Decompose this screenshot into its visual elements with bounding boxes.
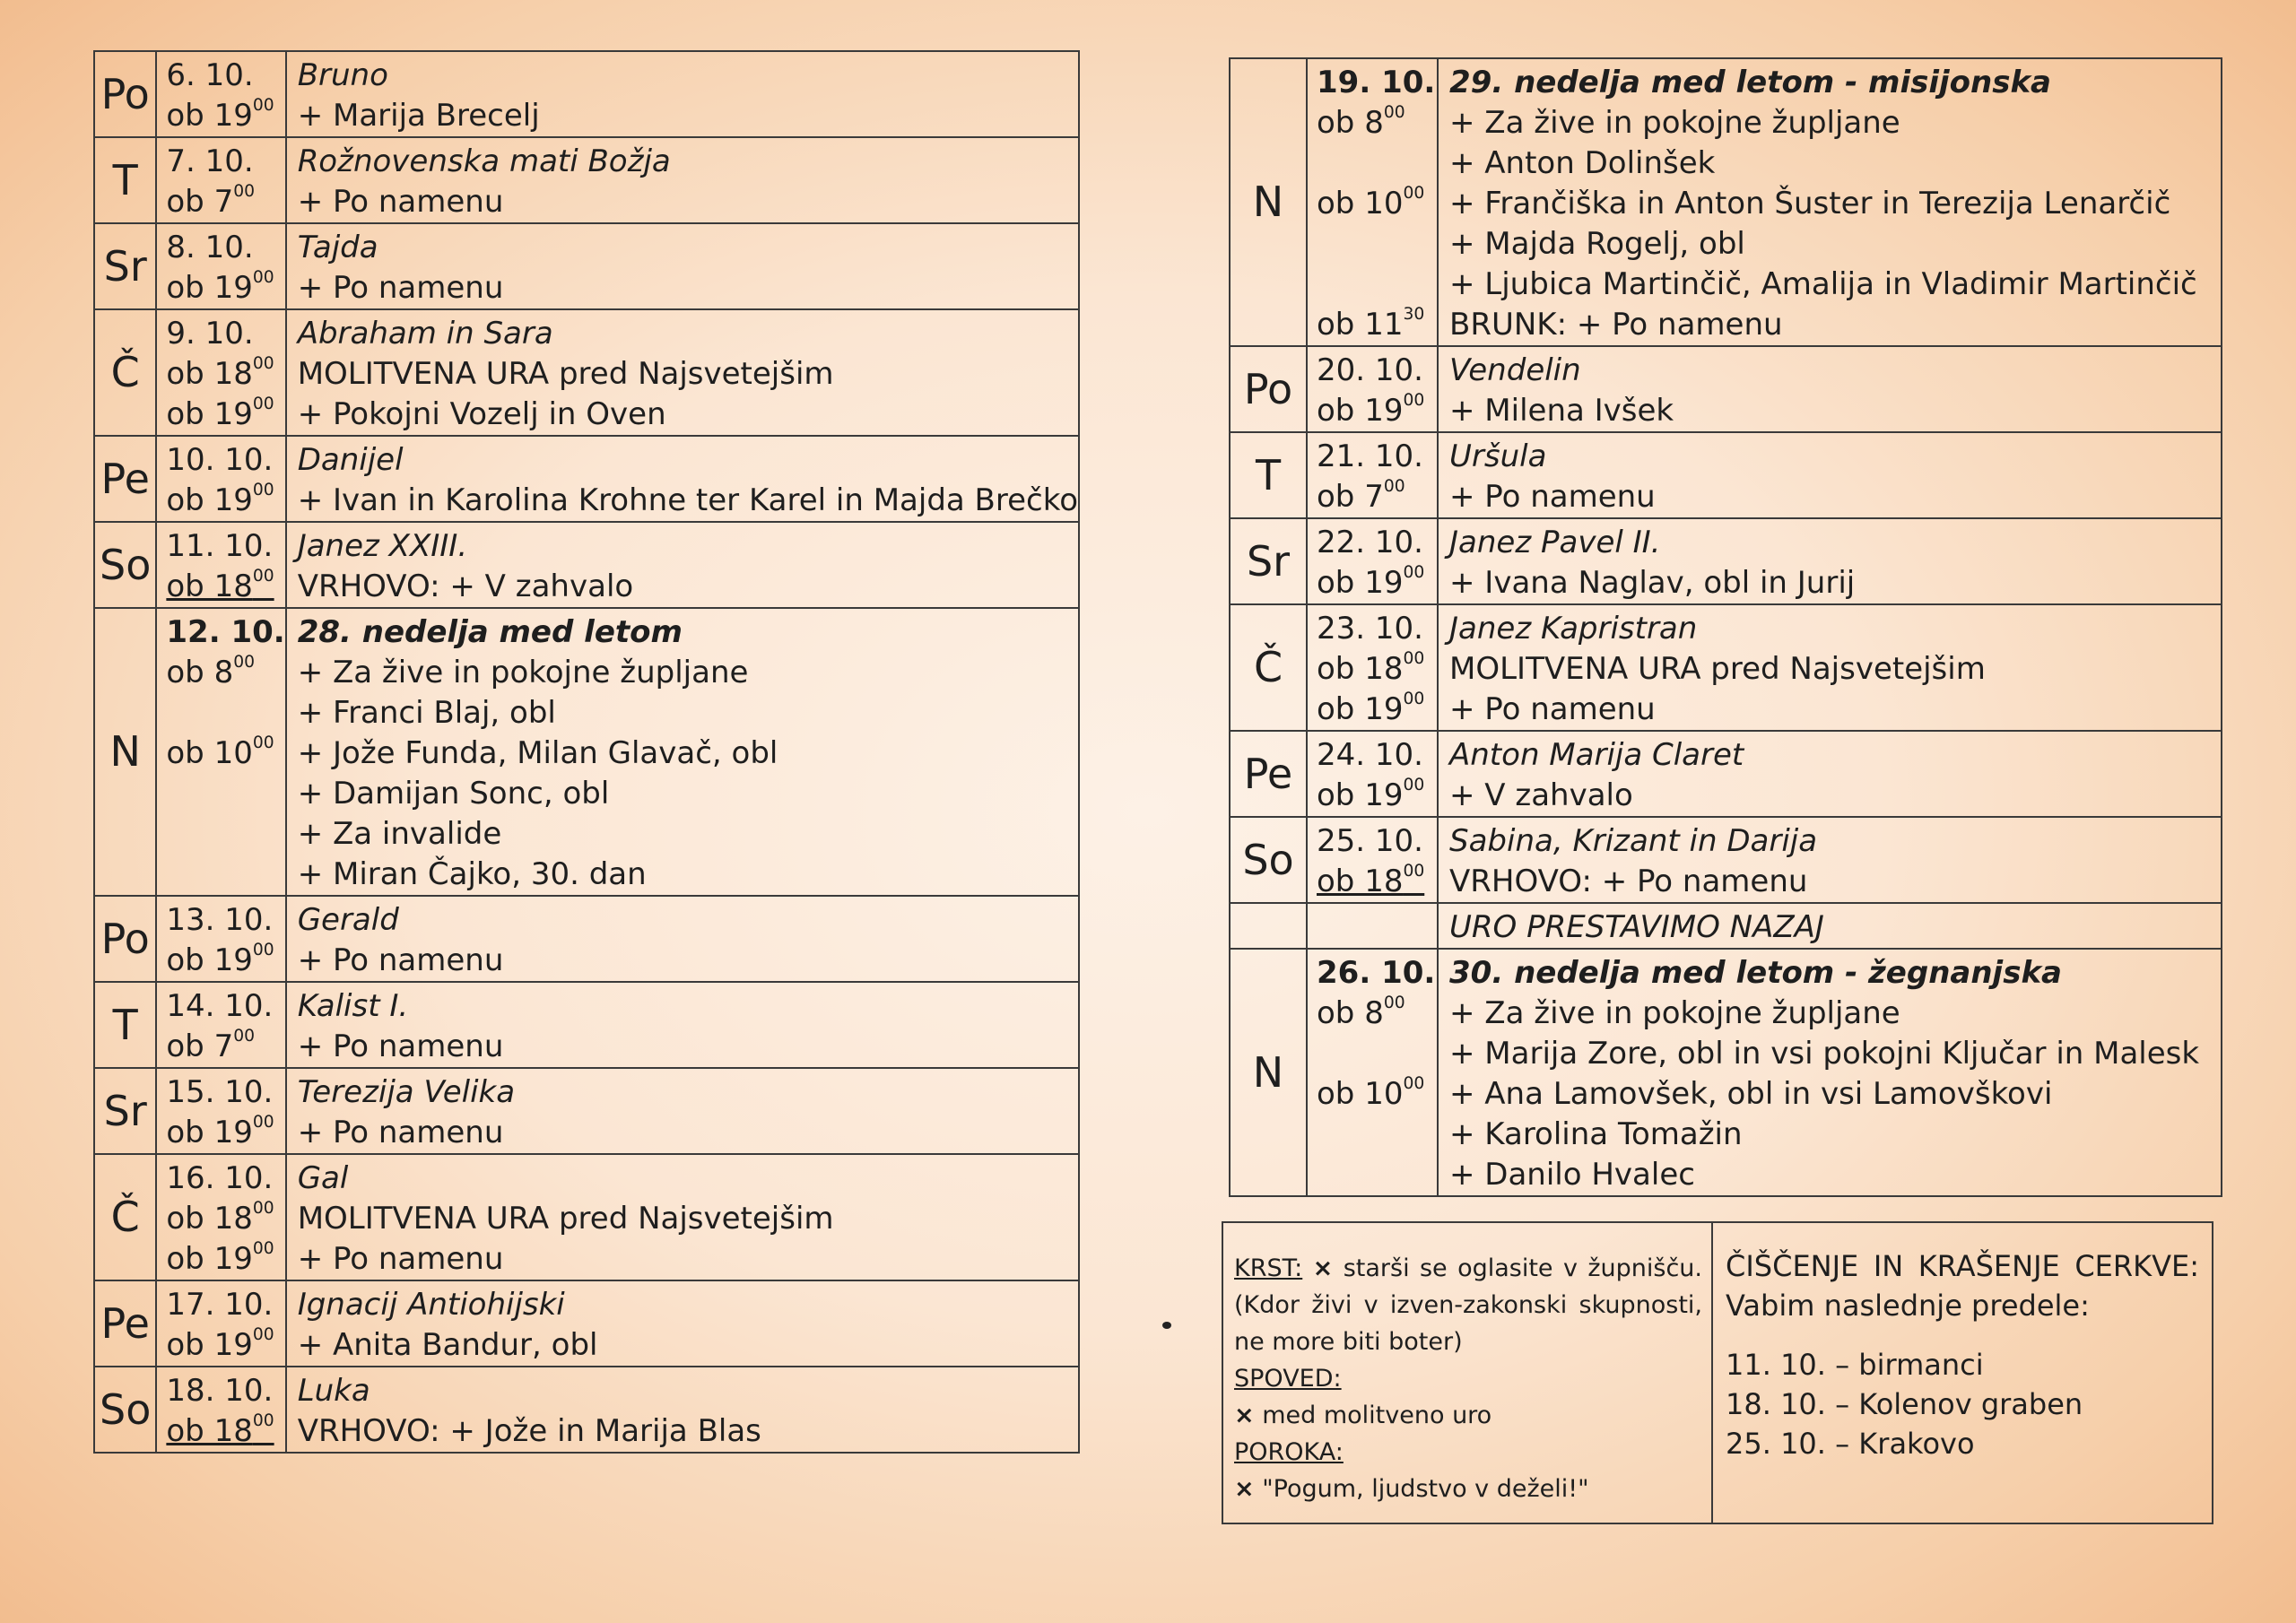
time-minutes: 00 [252, 1113, 274, 1132]
time-hour: ob 19 [1317, 565, 1404, 601]
date-time-cell [1307, 949, 1438, 1196]
time-hour: ob 10 [1317, 1076, 1404, 1112]
saint-name: Janez XXIII. [297, 528, 468, 564]
sunday-title: 30. nedelja med letom - žegnanjska [1449, 955, 2063, 991]
date-time-cell [1307, 817, 1438, 903]
cleaning-item: 25. 10. – Krakovo [1726, 1427, 1975, 1461]
date-label: 13. 10. [166, 902, 274, 938]
time-minutes: 00 [1403, 776, 1425, 794]
spoved-line [1234, 1397, 1702, 1434]
time-minutes: 00 [233, 1027, 255, 1046]
intention-line: + Jože Funda, Milan Glavač, obl [297, 735, 778, 771]
date-time-cell [1307, 731, 1438, 817]
time-minutes: 00 [252, 1325, 274, 1344]
intention-line: + Za invalide [297, 816, 502, 852]
bullet-x-icon: × [1234, 1475, 1255, 1503]
saint-name: Abraham in Sara [297, 316, 553, 352]
time-line [166, 395, 284, 435]
time-minutes: 00 [233, 653, 255, 672]
day-cell: Č [94, 1154, 156, 1280]
time-hour: ob 10 [166, 735, 253, 771]
time-hour: ob 18 [166, 356, 253, 392]
intention-line: + Miran Čajko, 30. dan [297, 856, 647, 892]
time-minutes: 30 [1403, 305, 1425, 324]
day-cell: Č [94, 309, 156, 436]
krst-note-line2: (Kdor živi v izven-zakonski skupnosti, [1234, 1291, 1702, 1319]
date-time-cell [156, 1280, 285, 1367]
day-cell: Po [94, 896, 156, 982]
date-label: 11. 10. [166, 528, 274, 564]
schedule-row [94, 436, 1079, 522]
schedule-row [94, 608, 1079, 896]
spoved-label: SPOVED: [1234, 1365, 1342, 1393]
sunday-title: 28. nedelja med letom [297, 614, 683, 650]
day-cell: T [1230, 432, 1307, 518]
date-label: 16. 10. [166, 1160, 274, 1196]
intention-line: + Ivan in Karolina Krohne ter Karel in Majda Brečko [297, 482, 1078, 518]
intention-line: + Za žive in pokojne župljane [297, 655, 749, 690]
time-minutes: 00 [252, 1199, 274, 1218]
date-time-cell [156, 608, 285, 896]
schedule-row [94, 522, 1079, 608]
intention-line: + Po namenu [297, 1115, 504, 1150]
saint-name: Tajda [297, 230, 378, 265]
intentions-cell [286, 1154, 1079, 1280]
date-time-cell [156, 436, 285, 522]
intention-line: MOLITVENA URA pred Najsvetejšim [1449, 651, 1986, 687]
paper-speck [1162, 1322, 1171, 1329]
intentions-cell [286, 223, 1079, 309]
day-cell: Sr [94, 223, 156, 309]
time-line [1317, 862, 1437, 902]
time-hour: ob 8 [166, 655, 234, 690]
intentions-cell [286, 51, 1079, 137]
intention-line: + Marija Brecelj [297, 98, 540, 134]
intention-line: + Za žive in pokojne župljane [1449, 105, 1900, 141]
schedule-row [1230, 817, 2222, 903]
intention-line: + Ana Lamovšek, obl in vsi Lamovškovi [1449, 1076, 2053, 1112]
schedule-table-right [1229, 57, 2222, 1197]
time-line [1317, 143, 1437, 184]
day-cell: N [1230, 58, 1307, 346]
intention-line: + Danilo Hvalec [1449, 1157, 1695, 1193]
date-time-cell [156, 1154, 285, 1280]
intentions-cell [1438, 903, 2222, 949]
time-line [1317, 103, 1437, 143]
intentions-cell [1438, 432, 2222, 518]
time-line [166, 481, 284, 521]
intentions-cell [1438, 817, 2222, 903]
time-minutes: 00 [252, 733, 274, 752]
saint-name: Anton Marija Claret [1449, 737, 1744, 773]
schedule-body-right [1230, 58, 2222, 1196]
time-line [1317, 776, 1437, 816]
time-line [166, 1113, 284, 1153]
saint-name: Terezija Velika [297, 1074, 516, 1110]
time-minutes: 00 [1403, 563, 1425, 582]
saint-name: Uršula [1449, 438, 1547, 474]
day-cell: N [1230, 949, 1307, 1196]
date-label: 15. 10. [166, 1074, 274, 1110]
time-line [166, 653, 284, 693]
intentions-cell [286, 1068, 1079, 1154]
cleaning-item: 18. 10. – Kolenov graben [1726, 1387, 2083, 1421]
time-hour: ob 19 [1317, 777, 1404, 813]
time-minutes: 00 [1383, 994, 1405, 1012]
time-line [1317, 391, 1437, 431]
date-label: 20. 10. [1317, 352, 1423, 388]
time-line [1317, 563, 1437, 603]
date-time-cell [156, 137, 285, 223]
time-minutes: 00 [1403, 391, 1425, 410]
time-hour: ob 19 [166, 98, 253, 134]
time-line [1317, 994, 1437, 1034]
time-line [1317, 265, 1437, 305]
day-cell: So [1230, 817, 1307, 903]
intentions-cell [286, 982, 1079, 1068]
saint-name: Sabina, Krizant in Darija [1449, 823, 1818, 859]
info-box [1222, 1221, 2213, 1524]
date-time-cell [156, 51, 285, 137]
time-minutes: 00 [1403, 862, 1425, 881]
time-hour: ob 18 [166, 568, 253, 604]
time-minutes: 00 [252, 395, 274, 413]
schedule-row [1230, 731, 2222, 817]
day-cell: T [94, 982, 156, 1068]
time-minutes: 00 [1403, 649, 1425, 668]
time-hour: ob 7 [1317, 479, 1384, 515]
date-time-cell [156, 1068, 285, 1154]
time-line [1317, 184, 1437, 224]
day-cell: Pe [94, 436, 156, 522]
time-line [166, 96, 284, 136]
time-hour: ob 19 [166, 1115, 253, 1150]
time-minutes: 00 [252, 1239, 274, 1258]
schedule-row [94, 223, 1079, 309]
schedule-row [1230, 518, 2222, 604]
intention-line: + Damijan Sonc, obl [297, 776, 610, 812]
time-line [166, 1411, 284, 1452]
intention-line: + Za žive in pokojne župljane [1449, 995, 1900, 1031]
cleaning-item: 11. 10. – birmanci [1726, 1348, 1984, 1382]
time-hour: ob 19 [166, 942, 253, 978]
intention-line: + Po namenu [297, 942, 504, 978]
schedule-body-left [94, 51, 1079, 1453]
time-minutes: 00 [1403, 1074, 1425, 1093]
saint-name: Luka [297, 1373, 370, 1409]
schedule-row [94, 1068, 1079, 1154]
schedule-row [94, 982, 1079, 1068]
schedule-row [94, 1154, 1079, 1280]
date-label: 25. 10. [1317, 823, 1423, 859]
intention-line: + Ivana Naglav, obl in Jurij [1449, 565, 1856, 601]
time-hour: ob 19 [166, 1241, 253, 1277]
bullet-x-icon: × [1234, 1402, 1255, 1429]
intentions-cell [1438, 58, 2222, 346]
time-hour: ob 18 [1317, 864, 1404, 899]
time-line [166, 1027, 284, 1067]
intention-line: + Pokojni Vozelj in Oven [297, 396, 666, 432]
time-minutes: 00 [252, 354, 274, 373]
time-hour: ob 8 [1317, 995, 1384, 1031]
saint-name: Rožnovenska mati Božja [297, 143, 671, 179]
intentions-cell [286, 608, 1079, 896]
saint-name: Danijel [297, 442, 404, 478]
date-label: 14. 10. [166, 988, 274, 1024]
time-hour: ob 19 [166, 270, 253, 306]
day-cell: Sr [94, 1068, 156, 1154]
date-label: 8. 10. [166, 230, 254, 265]
schedule-table-left [93, 50, 1080, 1454]
intention-line: + V zahvalo [1449, 777, 1633, 813]
schedule-row [94, 896, 1079, 982]
day-cell: Pe [94, 1280, 156, 1367]
time-line [1317, 649, 1437, 690]
date-time-cell [1307, 903, 1438, 949]
day-cell: Č [1230, 604, 1307, 731]
intentions-cell [1438, 604, 2222, 731]
saint-name: Gal [297, 1160, 349, 1196]
date-label: 7. 10. [166, 143, 254, 179]
day-cell: N [94, 608, 156, 896]
krst-text: starši se oglasite v župnišču. [1343, 1254, 1702, 1282]
cleaning-title: ČIŠČENJE IN KRAŠENJE CERKVE: [1726, 1249, 2199, 1283]
intention-line: VRHOVO: + V zahvalo [297, 568, 634, 604]
intentions-cell [286, 522, 1079, 608]
intentions-cell [1438, 949, 2222, 1196]
intentions-cell [286, 436, 1079, 522]
time-minutes: 00 [252, 268, 274, 287]
date-time-cell [1307, 518, 1438, 604]
time-minutes: 00 [1403, 184, 1425, 203]
schedule-row [1230, 903, 2222, 949]
time-line [166, 693, 284, 733]
time-line [166, 1239, 284, 1280]
date-time-cell [1307, 604, 1438, 731]
date-label: 17. 10. [166, 1287, 274, 1323]
intention-line: + Franci Blaj, obl [297, 695, 556, 731]
intention-line: + Frančiška in Anton Šuster in Terezija Lenarčič [1449, 186, 2171, 221]
time-line [166, 182, 284, 222]
time-hour: ob 19 [166, 1327, 253, 1363]
saint-name: Janez Kapristran [1449, 611, 1698, 647]
time-hour: ob 19 [166, 396, 253, 432]
intention-line: + Po namenu [1449, 479, 1656, 515]
time-hour: ob 19 [1317, 393, 1404, 429]
poroka-text: "Pogum, ljudstvo v deželi!" [1262, 1475, 1589, 1503]
time-hour: ob 10 [1317, 186, 1404, 221]
day-cell: So [94, 522, 156, 608]
date-time-cell [156, 982, 285, 1068]
schedule-row [1230, 604, 2222, 731]
date-label: 10. 10. [166, 442, 274, 478]
time-line [166, 1199, 284, 1239]
date-label: 22. 10. [1317, 525, 1423, 560]
time-line [1317, 477, 1437, 517]
schedule-row [1230, 949, 2222, 1196]
time-hour: ob 11 [1317, 307, 1404, 343]
date-time-cell [156, 223, 285, 309]
day-cell [1230, 903, 1307, 949]
schedule-row [1230, 432, 2222, 518]
saint-name: Bruno [297, 57, 388, 93]
schedule-row [94, 137, 1079, 223]
intention-line: + Po namenu [1449, 691, 1656, 727]
time-hour: ob 19 [166, 482, 253, 518]
time-line [1317, 690, 1437, 730]
intention-line: + Po namenu [297, 270, 504, 306]
schedule-row [94, 1367, 1079, 1453]
intentions-cell [1438, 346, 2222, 432]
saint-name: Janez Pavel II. [1449, 525, 1661, 560]
time-hour: ob 18 [1317, 651, 1404, 687]
time-line [1317, 305, 1437, 345]
date-time-cell [1307, 58, 1438, 346]
cleaning-subtitle: Vabim naslednje predele: [1726, 1289, 2090, 1323]
time-line [1317, 1074, 1437, 1115]
day-cell: Po [94, 51, 156, 137]
intentions-cell [286, 137, 1079, 223]
date-label: 26. 10. [1317, 955, 1436, 991]
time-minutes: 00 [233, 182, 255, 201]
date-label: 6. 10. [166, 57, 254, 93]
time-minutes: 00 [252, 941, 274, 959]
intention-line: + Milena Ivšek [1449, 393, 1674, 429]
intention-line: + Po namenu [297, 1028, 504, 1064]
date-label: 19. 10. [1317, 65, 1436, 100]
time-hour: ob 19 [1317, 691, 1404, 727]
saint-name: Kalist I. [297, 988, 409, 1024]
intention-line: + Po namenu [297, 184, 504, 220]
date-time-cell [156, 309, 285, 436]
spoved-text: med molitveno uro [1262, 1402, 1492, 1429]
day-cell: T [94, 137, 156, 223]
intention-line: + Anita Bandur, obl [297, 1327, 598, 1363]
krst-note-line3: ne more biti boter) [1234, 1328, 1463, 1356]
time-line [166, 354, 284, 395]
date-label: 24. 10. [1317, 737, 1423, 773]
cleaning-column [1715, 1223, 2212, 1523]
day-cell: Pe [1230, 731, 1307, 817]
schedule-row [94, 51, 1079, 137]
date-time-cell [1307, 346, 1438, 432]
krst-label: KRST: [1234, 1254, 1303, 1282]
intention-line: + Anton Dolinšek [1449, 145, 1716, 181]
date-label: 23. 10. [1317, 611, 1423, 647]
day-cell: Po [1230, 346, 1307, 432]
date-label: 12. 10. [166, 614, 285, 650]
date-label: 21. 10. [1317, 438, 1423, 474]
intentions-cell [286, 1367, 1079, 1453]
saint-name: Ignacij Antiohijski [297, 1287, 565, 1323]
time-minutes: 00 [252, 481, 274, 499]
intentions-cell [286, 896, 1079, 982]
date-time-cell [1307, 432, 1438, 518]
intention-line: + Ljubica Martinčič, Amalija in Vladimir Martinčič [1449, 266, 2197, 302]
time-change-notice: URO PRESTAVIMO NAZAJ [1449, 909, 1824, 945]
schedule-row [94, 309, 1079, 436]
intention-line: MOLITVENA URA pred Najsvetejšim [297, 356, 834, 392]
sunday-title: 29. nedelja med letom - misijonska [1449, 65, 2052, 100]
time-line [166, 268, 284, 308]
date-time-cell [156, 1367, 285, 1453]
intention-line: + Po namenu [297, 1241, 504, 1277]
date-label: 18. 10. [166, 1373, 274, 1409]
intention-line: BRUNK: + Po namenu [1449, 307, 1783, 343]
date-time-cell [156, 896, 285, 982]
time-hour: ob 8 [1317, 105, 1384, 141]
date-time-cell [156, 522, 285, 608]
time-minutes: 00 [252, 96, 274, 115]
time-hour: ob 7 [166, 184, 234, 220]
bullet-x-icon: × [1312, 1254, 1334, 1282]
time-line [166, 941, 284, 981]
time-line [166, 733, 284, 774]
intentions-cell [1438, 518, 2222, 604]
intention-line: + Majda Rogelj, obl [1449, 226, 1745, 262]
time-line [1317, 224, 1437, 265]
krst-line [1234, 1250, 1702, 1287]
time-minutes: 00 [1383, 103, 1405, 122]
saint-name: Vendelin [1449, 352, 1581, 388]
intention-line: VRHOVO: + Po namenu [1449, 864, 1808, 899]
schedule-row [1230, 346, 2222, 432]
time-line [166, 1325, 284, 1366]
schedule-row [94, 1280, 1079, 1367]
time-hour: ob 7 [166, 1028, 234, 1064]
time-line [1317, 1034, 1437, 1074]
intentions-cell [286, 309, 1079, 436]
intentions-cell [286, 1280, 1079, 1367]
intention-line: + Karolina Tomažin [1449, 1116, 1743, 1152]
intention-line: VRHOVO: + Jože in Marija Blas [297, 1413, 761, 1449]
schedule-row [1230, 58, 2222, 346]
time-minutes: 00 [252, 567, 274, 586]
time-hour: ob 18 [166, 1413, 253, 1449]
poroka-line [1234, 1471, 1702, 1507]
time-minutes: 00 [1383, 477, 1405, 496]
intentions-cell [1438, 731, 2222, 817]
time-minutes: 00 [1403, 690, 1425, 708]
day-cell: Sr [1230, 518, 1307, 604]
time-line [166, 567, 284, 607]
time-hour: ob 18 [166, 1201, 253, 1237]
day-cell: So [94, 1367, 156, 1453]
date-label: 9. 10. [166, 316, 254, 352]
intention-line: MOLITVENA URA pred Najsvetejšim [297, 1201, 834, 1237]
poroka-label: POROKA: [1234, 1438, 1344, 1466]
sacraments-column [1223, 1223, 1713, 1523]
saint-name: Gerald [297, 902, 399, 938]
intention-line: + Marija Zore, obl in vsi pokojni Ključar in Malesk [1449, 1036, 2200, 1072]
time-minutes: 00 [252, 1411, 274, 1430]
